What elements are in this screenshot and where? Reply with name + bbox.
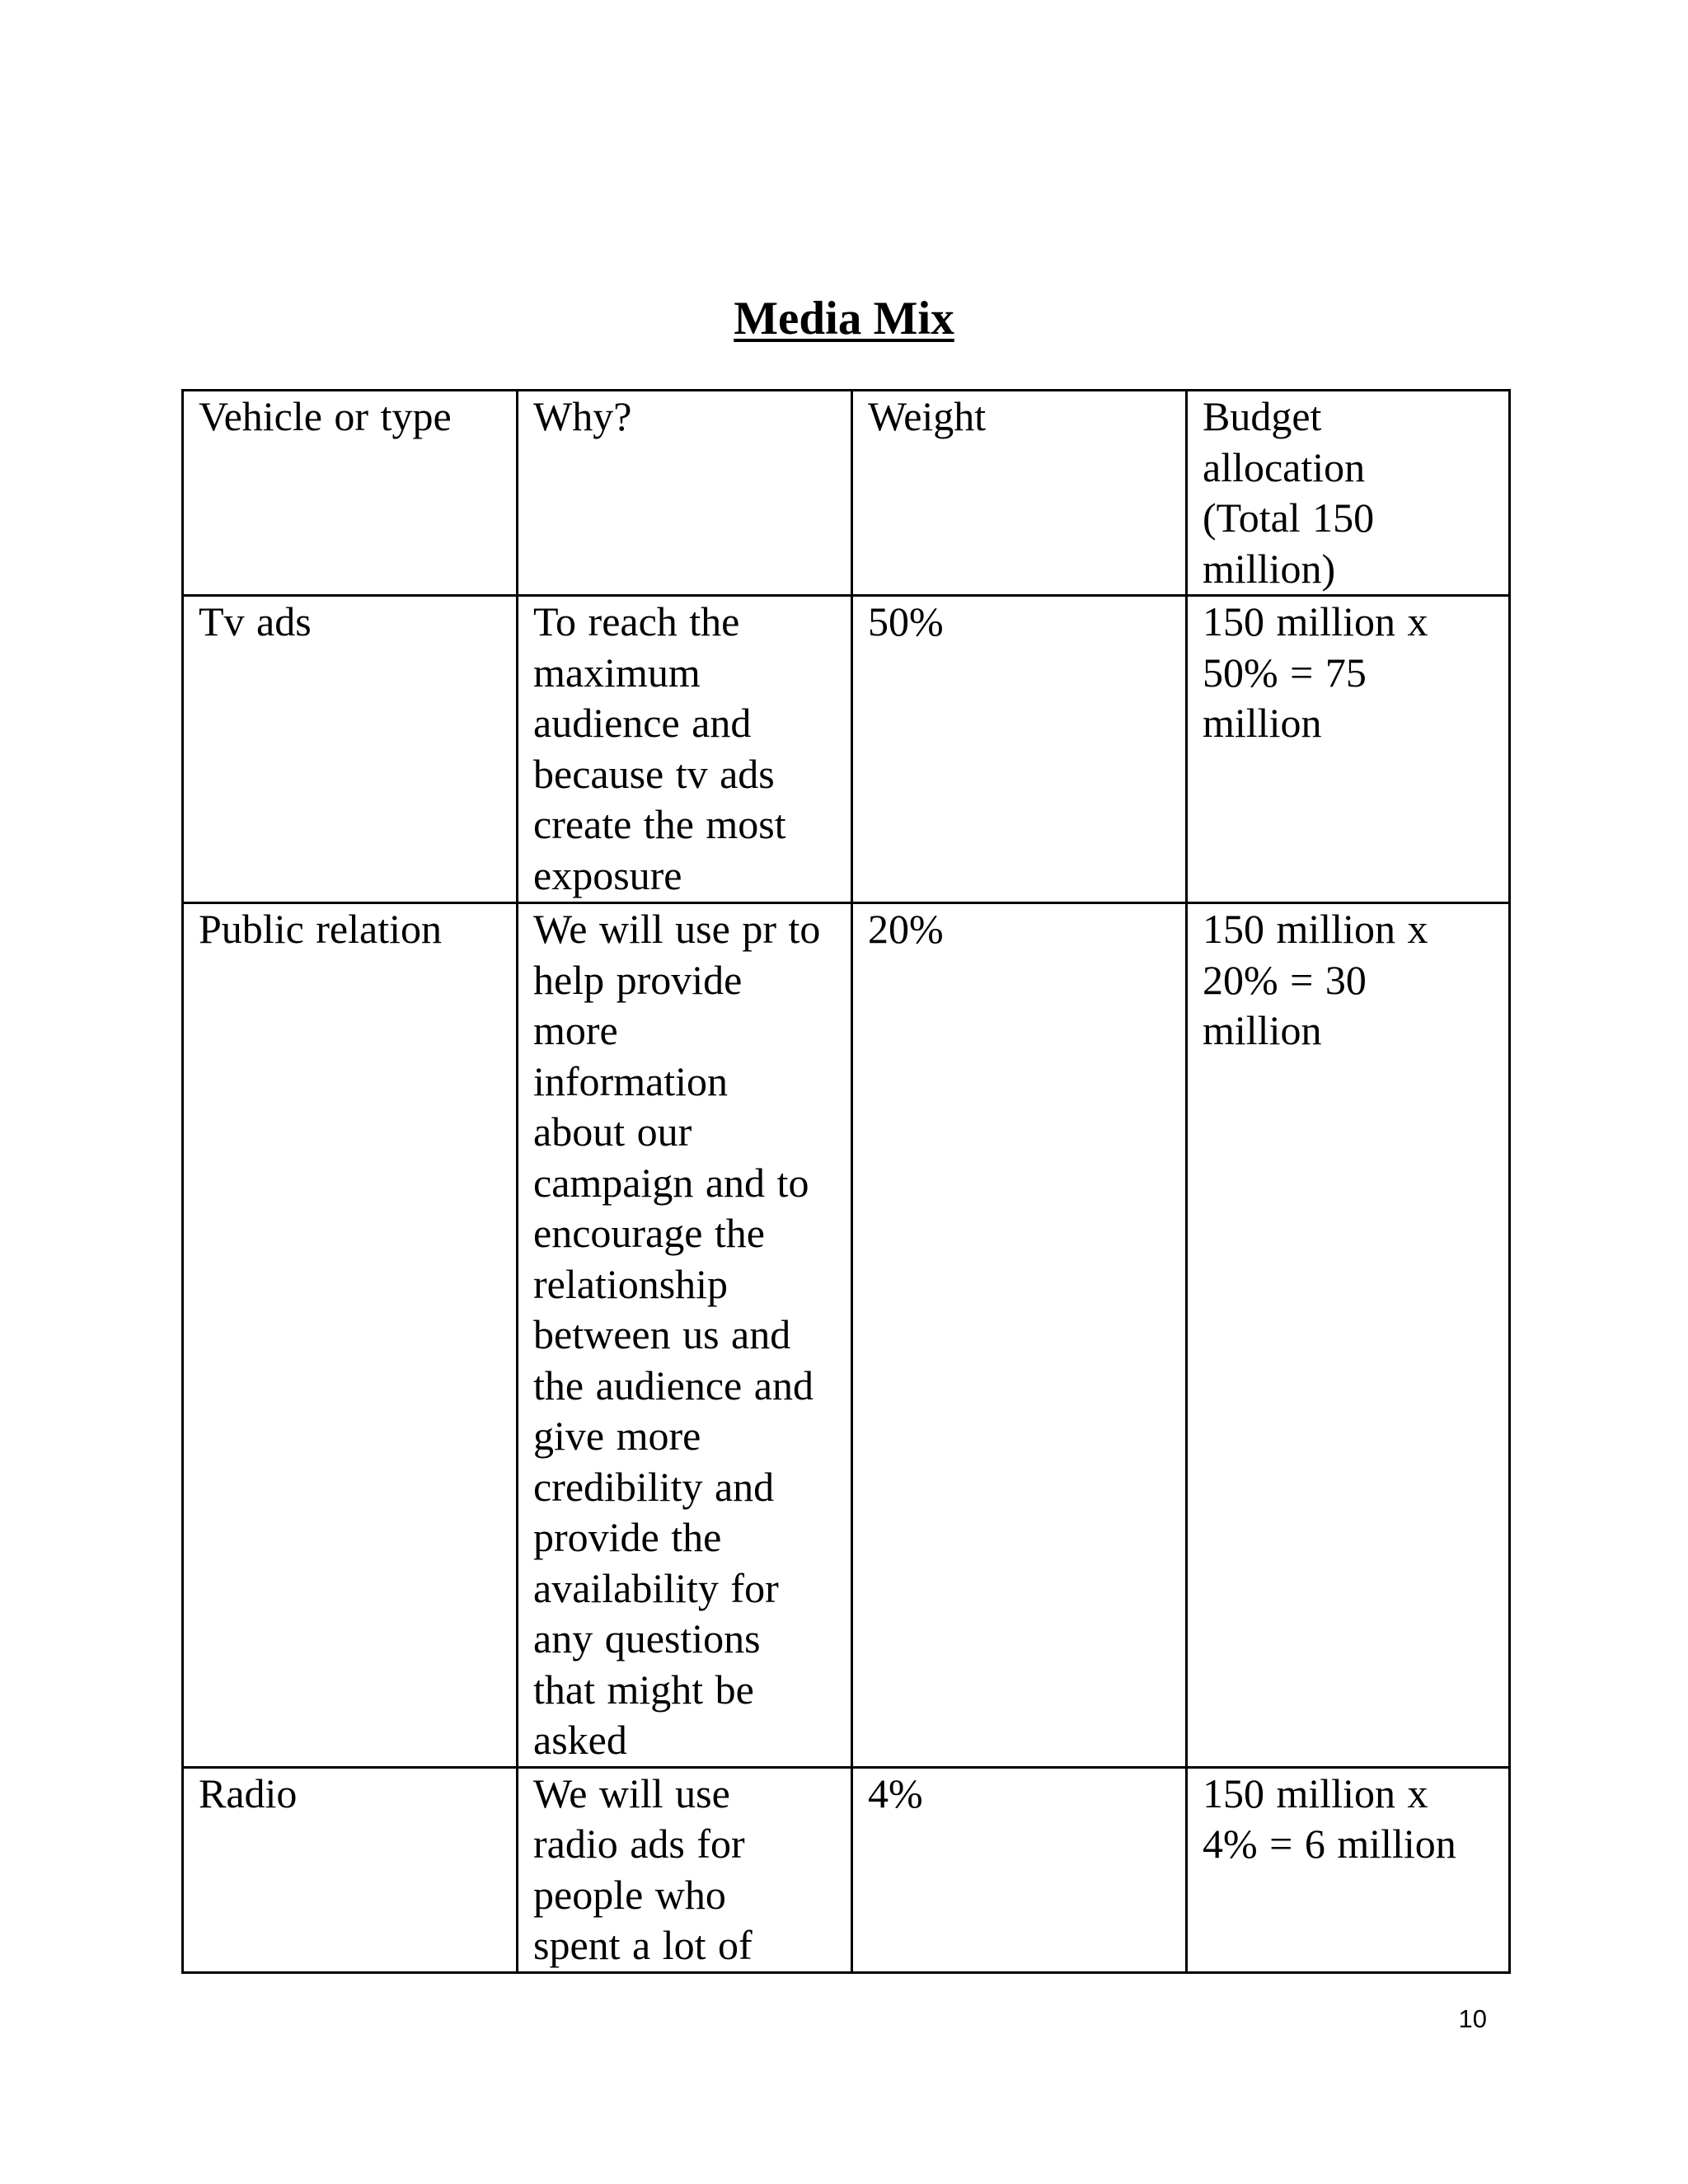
- cell-budget: 150 million x 4% = 6 million: [1187, 1767, 1510, 1972]
- cell-weight: 20%: [852, 903, 1187, 1768]
- header-budget-allocation: Budget allocation (Total 150 million): [1187, 391, 1510, 596]
- page-number: 10: [1458, 2004, 1487, 2033]
- cell-vehicle: Public relation: [183, 903, 518, 1768]
- header-why: Why?: [518, 391, 852, 596]
- cell-weight: 50%: [852, 596, 1187, 903]
- header-vehicle-or-type: Vehicle or type: [183, 391, 518, 596]
- page-title: Media Mix: [734, 293, 954, 344]
- cell-why: We will use pr to help provide more information about our campaign and to encourage the relationship between us and the audience and give more credibility and provide the availability for any questions that might be asked: [518, 903, 852, 1768]
- cell-why: To reach the maximum audience and because tv ads create the most exposure: [518, 596, 852, 903]
- table-row: [183, 596, 1510, 903]
- media-mix-table: [181, 389, 1511, 1974]
- cell-budget: 150 million x 50% = 75 million: [1187, 596, 1510, 903]
- table-row: [183, 1767, 1510, 1972]
- cell-vehicle: Tv ads: [183, 596, 518, 903]
- cell-why: We will use radio ads for people who spent a lot of: [518, 1767, 852, 1972]
- cell-vehicle: Radio: [183, 1767, 518, 1972]
- cell-weight: 4%: [852, 1767, 1187, 1972]
- cell-budget: 150 million x 20% = 30 million: [1187, 903, 1510, 1768]
- table-header-row: [183, 391, 1510, 596]
- table-row: [183, 903, 1510, 1768]
- header-weight: Weight: [852, 391, 1187, 596]
